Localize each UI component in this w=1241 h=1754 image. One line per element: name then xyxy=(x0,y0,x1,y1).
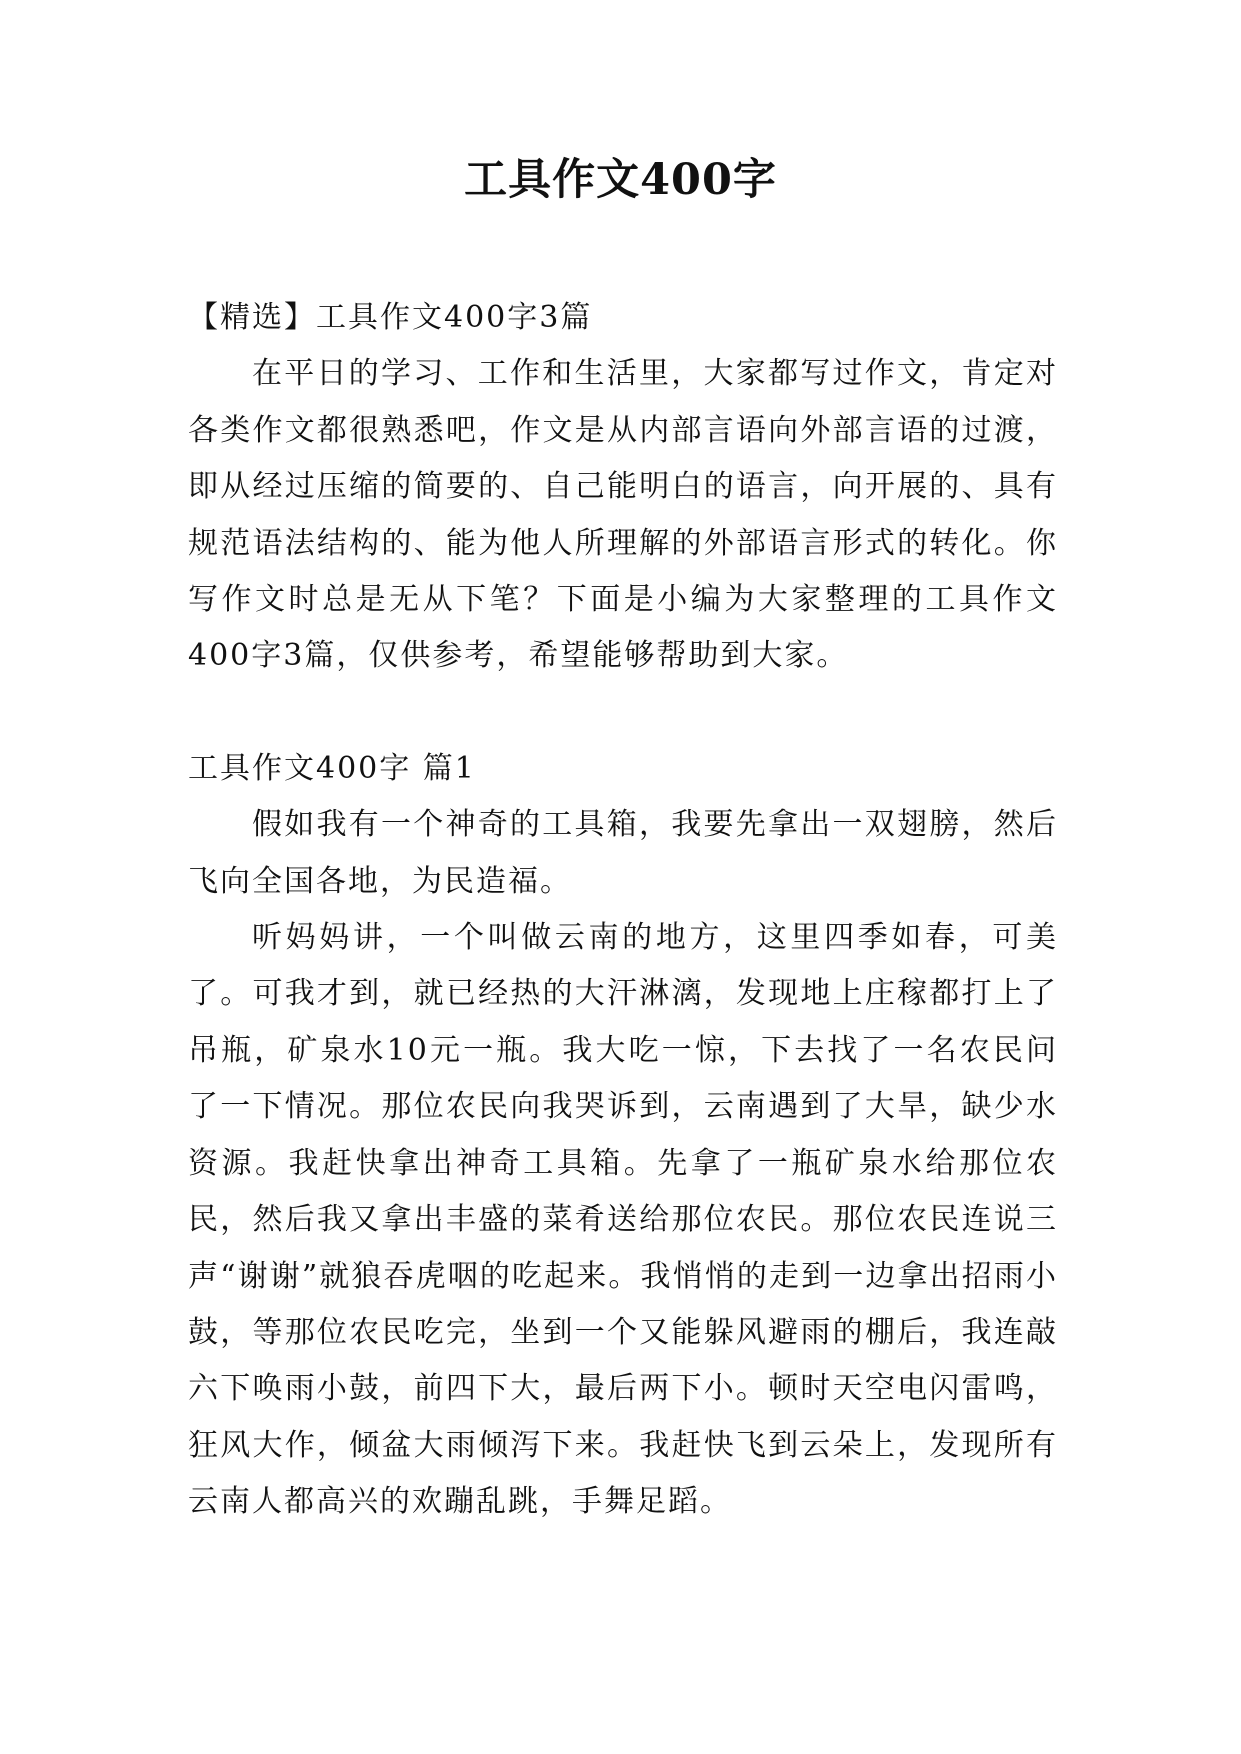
essay-paragraph-1: 假如我有一个神奇的工具箱，我要先拿出一双翅膀，然后飞向全国各地，为民造福。 xyxy=(188,807,1058,899)
section-spacer xyxy=(188,685,1058,741)
document-subtitle: 【精选】工具作文400字3篇 xyxy=(188,300,593,335)
section-heading: 工具作文400字 篇1 xyxy=(188,750,476,786)
document-title: 工具作文400字 xyxy=(464,155,777,205)
intro-paragraph: 在平日的学习、工作和生活里，大家都写过作文，肯定对各类作文都很熟悉吧，作文是从内部言语向外部言语的过渡，即从经过压缩的简要的、自己能明白的语言，向开展的、具有规范语法结构的、能为他人所理解的外部语言形式的转化。你写作文时总是无从下笔？下面是小编为大家整理的工具作文400字3篇，仅供参考，希望能够帮助到大家。 xyxy=(188,356,1058,674)
essay-paragraph-2: 听妈妈讲，一个叫做云南的地方，这里四季如春，可美了。可我才到，就已经热的大汗淋漓，发现地上庄稼都打上了吊瓶，矿泉水10元一瓶。我大吃一惊，下去找了一名农民问了一下情况。那位农民向我哭诉到，云南遇到了大旱，缺少水资源。我赶快拿出神奇工具箱。先拿了一瓶矿泉水给那位农民，然后我又拿出丰盛的菜肴送给那位农民。那位农民连说三声“谢谢”就狼吞虎咽的吃起来。我悄悄的走到一边拿出招雨小鼓，等那位农民吃完，坐到一个又能躲风避雨的棚后，我连敲六下唤雨小鼓，前四下大，最后两下小。顿时天空电闪雷鸣，狂风大作，倾盆大雨倾泻下来。我赶快飞到云朵上，发现所有云南人都高兴的欢蹦乱跳，手舞足蹈。 xyxy=(188,920,1058,1520)
document-body xyxy=(188,290,1058,1531)
